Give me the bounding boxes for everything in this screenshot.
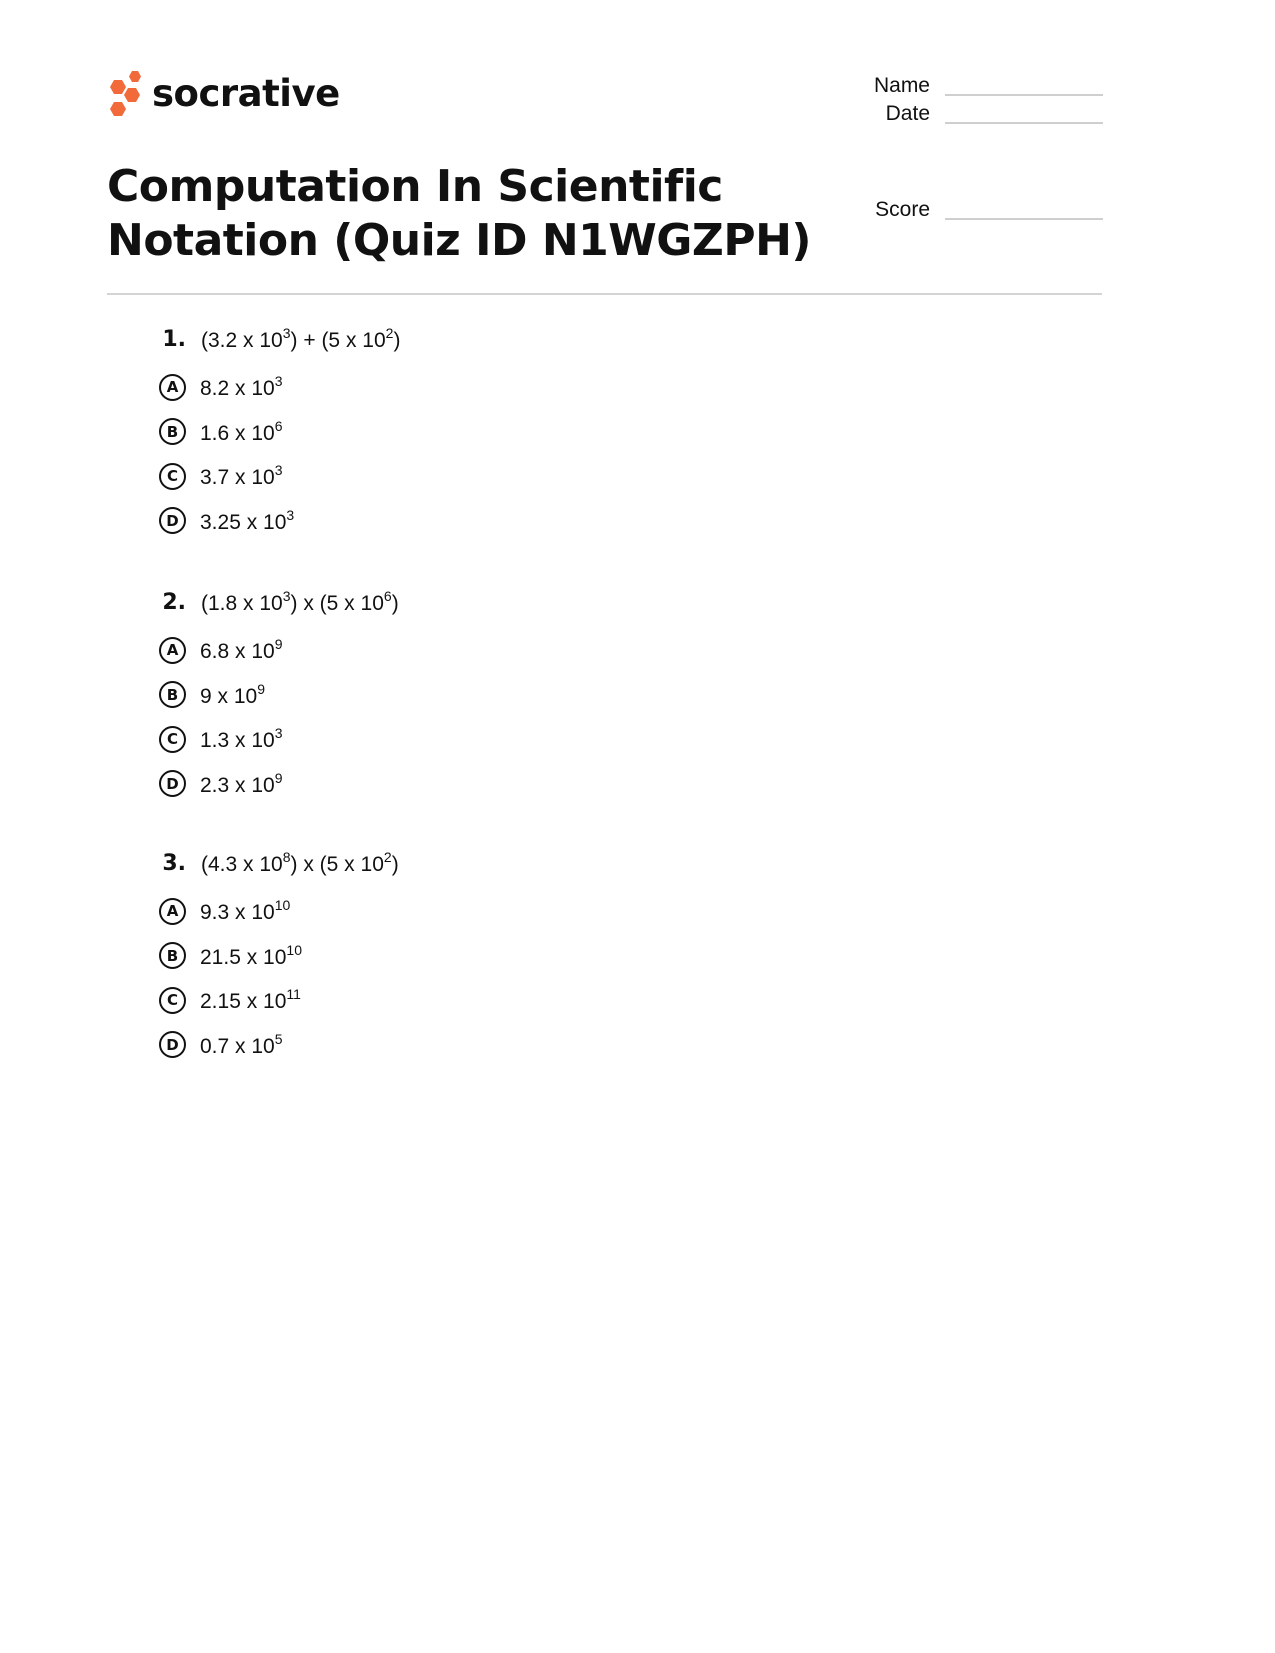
option-text: 3.25 x $10^3$ (200, 506, 295, 534)
question-header (158, 849, 758, 889)
option-text: 1.6 x $10^6$ (200, 417, 283, 445)
question-text: (1.8 x $10^3$) x (5 x $10^6$) (201, 588, 399, 615)
answer-option-a[interactable] (158, 365, 758, 410)
brand-name: socrative (152, 71, 340, 115)
option-bubble-icon[interactable]: C (159, 987, 186, 1014)
option-bubble-icon[interactable]: A (159, 898, 186, 925)
answer-option-c[interactable] (158, 978, 758, 1023)
option-text: 1.3 x $10^3$ (200, 725, 283, 753)
answer-option-d[interactable] (158, 499, 758, 544)
answer-option-d[interactable] (158, 1023, 758, 1068)
option-bubble-icon[interactable]: D (159, 770, 186, 797)
question-header (158, 588, 758, 628)
score-field[interactable] (860, 198, 930, 222)
option-bubble-icon[interactable]: A (159, 637, 186, 664)
option-text: 9.3 x $10^{10}$ (200, 897, 291, 925)
option-bubble-icon[interactable]: B (159, 942, 186, 969)
quiz-title: Computation In Scientific Notation (Quiz ID N1WGZPH) (107, 161, 811, 266)
question-1 (158, 325, 758, 543)
answer-option-d[interactable] (158, 762, 758, 807)
question-number: 1. (162, 327, 186, 352)
option-text: 0.7 x $10^5$ (200, 1030, 283, 1058)
question-text: (3.2 x $10^3) + (5$ x $10^2$) (201, 325, 401, 352)
option-bubble-icon[interactable]: C (159, 726, 186, 753)
option-text: 2.15 x $10^{11}$ (200, 986, 301, 1014)
option-bubble-icon[interactable]: B (159, 681, 186, 708)
answer-option-a[interactable] (158, 628, 758, 673)
socrative-logo (107, 70, 340, 118)
name-label: Name (873, 74, 930, 97)
option-text: 3.7 x $10^3$ (200, 462, 283, 490)
option-bubble-icon[interactable]: D (159, 507, 186, 534)
option-text: 21.5 x $10^{10}$ (200, 941, 302, 969)
option-text: 2.3 x $10^9$ (200, 769, 283, 797)
answer-option-c[interactable] (158, 717, 758, 762)
answer-option-c[interactable] (158, 454, 758, 499)
option-bubble-icon[interactable]: C (159, 463, 186, 490)
option-bubble-icon[interactable]: A (159, 374, 186, 401)
question-text: (4.3 x $10^8$) x (5 x $10^2$) (201, 849, 399, 876)
name-field[interactable] (860, 74, 930, 98)
question-number: 2. (162, 590, 186, 615)
option-bubble-icon[interactable]: D (159, 1031, 186, 1058)
option-bubble-icon[interactable]: B (159, 418, 186, 445)
answer-option-a[interactable] (158, 889, 758, 934)
date-line[interactable] (945, 122, 1103, 124)
question-number: 3. (162, 851, 186, 876)
question-2 (158, 588, 758, 806)
option-text: 8.2 x $10^3$ (200, 373, 283, 401)
answer-option-b[interactable] (158, 934, 758, 979)
answer-option-b[interactable] (158, 673, 758, 718)
answer-option-b[interactable] (158, 410, 758, 455)
option-text: 6.8 x $10^9$ (200, 636, 283, 664)
option-text: 9 x $10^9$ (200, 680, 266, 708)
name-line[interactable] (945, 94, 1103, 96)
date-label: Date (885, 102, 930, 125)
score-line[interactable] (945, 218, 1103, 220)
score-label: Score (875, 198, 930, 221)
question-3 (158, 849, 758, 1067)
date-field[interactable] (860, 102, 930, 126)
question-header (158, 325, 758, 365)
header-divider (107, 293, 1102, 295)
hexagon-cluster-icon (107, 70, 143, 118)
